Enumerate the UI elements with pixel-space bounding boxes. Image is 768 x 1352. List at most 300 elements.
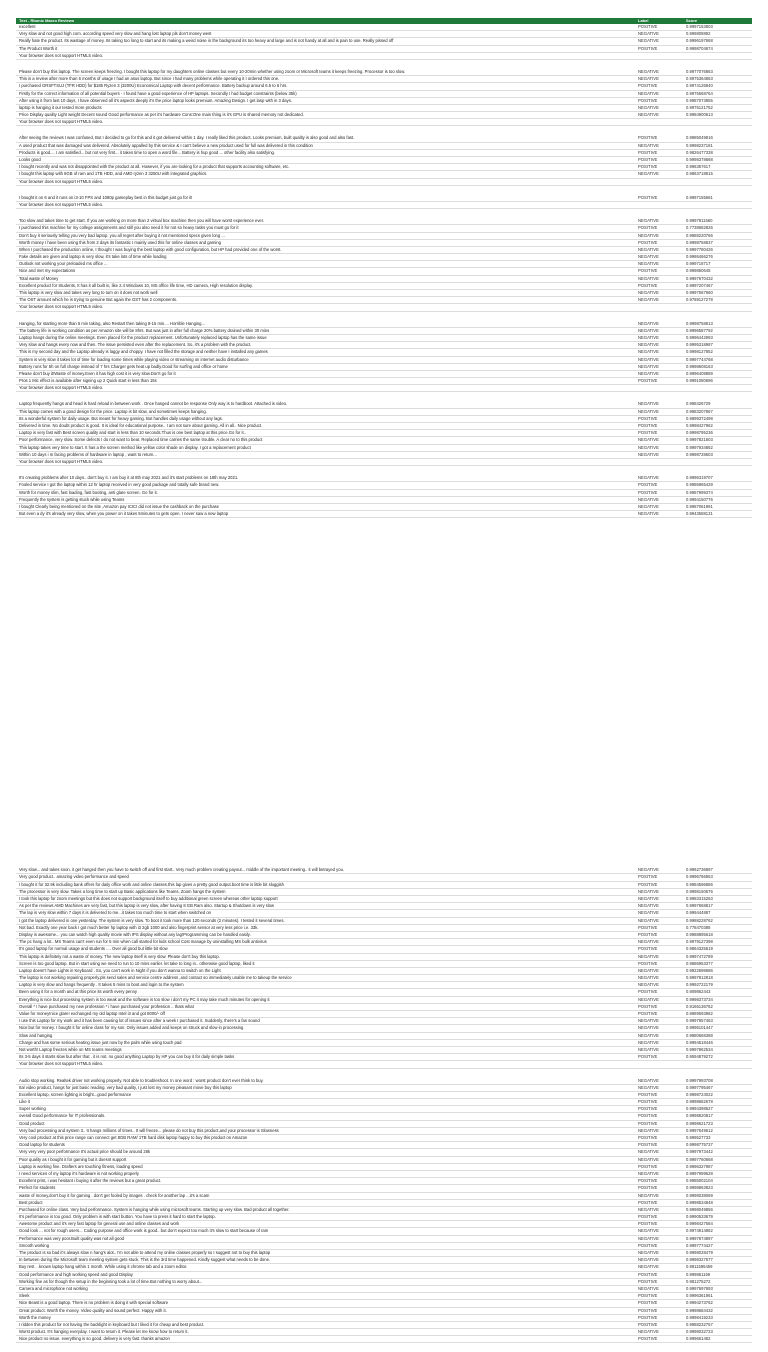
review-text-cell: Everything is nice but processing system is too weak and the software is too slow i don't my PC it may take much minutes for opening it — [19, 996, 270, 1002]
score-cell: 0.9996361961 — [686, 1293, 713, 1299]
score-cell: 0.9998373734 — [686, 996, 713, 1002]
review-text-cell: The pc hang a lot.. MS Teams can't even run for 5 min when call started for kids school Cost manage by uninstalling MS bulk antivirus — [19, 939, 267, 945]
score-cell: 0.9988232757 — [686, 1321, 713, 1327]
score-cell: 0.9998608163 — [686, 363, 713, 369]
table-row — [16, 1322, 752, 1329]
sentiment-label-cell: NEGATIVE — [638, 401, 659, 407]
sentiment-label-cell: POSITIVE — [638, 268, 658, 274]
table-row — [16, 968, 752, 975]
review-text-cell: Laptop hangs during the online meetings. Even placed for the product replacement. Unfortunately replaced laptop has the same issue — [19, 334, 267, 340]
table-row — [16, 1293, 752, 1300]
table-row — [16, 69, 752, 76]
review-block — [16, 24, 752, 60]
score-cell — [683, 385, 761, 391]
score-cell: 0.9998378668 — [686, 157, 713, 162]
score-cell: 0.999527733 — [686, 1135, 711, 1140]
sentiment-label-cell: POSITIVE — [638, 1178, 658, 1184]
sentiment-label-cell: NEGATIVE — [638, 1127, 659, 1133]
sentiment-label-cell: POSITIVE — [638, 874, 658, 880]
sentiment-label-cell: POSITIVE — [638, 1314, 658, 1320]
review-text-cell: Nice and met my expectations — [19, 268, 76, 274]
review-text-cell: It's performance is too good. Only problem is with start button. You have to press it hard to start the laptop. — [19, 1214, 216, 1220]
sentiment-label-cell: POSITIVE — [638, 1185, 658, 1191]
review-text-cell: I bought recently and was not disappointed with the product at all. However, if you are looking for a product that supports accounting software, etc. — [19, 164, 290, 170]
score-cell: 0.9977076863 — [686, 68, 713, 74]
score-cell: 0.9996319707 — [686, 475, 713, 481]
review-text-cell: Ital video product, hangs for just basic reading. very bad quality, I just lost my money pleasant move buy this laptop — [19, 1084, 232, 1090]
table-row — [16, 179, 752, 186]
score-cell — [683, 304, 761, 310]
sentiment-label-cell: POSITIVE — [638, 924, 658, 930]
review-text-cell: I bought this laptop with 8GB of ram and 1TB HDD, and AMD ryzen 3 3250U with integrated graphics. — [19, 171, 208, 177]
table-row — [16, 1221, 752, 1228]
block-spacer — [16, 209, 752, 218]
score-cell: 0.9943588131 — [686, 511, 713, 517]
review-text-cell: Laptop is very slow and hangs frequently . It takes 5 mins to boot and login to the system — [19, 982, 184, 988]
table-row — [16, 38, 752, 45]
review-block — [16, 867, 752, 1068]
score-cell: 0.9997862534 — [686, 1046, 713, 1052]
sentiment-label-cell: NEGATIVE — [638, 1084, 659, 1090]
score-cell: 0.9986965429 — [686, 482, 713, 488]
review-text-cell: System is very slow it takes lot of time for loading some times while playing video or streaming on internet audio disturbance — [19, 356, 249, 362]
table-row — [16, 321, 752, 328]
sentiment-label-cell: NEGATIVE — [638, 939, 659, 945]
score-cell: 0.9998032723 — [686, 1329, 713, 1335]
table-row — [16, 261, 752, 268]
sentiment-label-cell: POSITIVE — [638, 194, 658, 200]
score-cell: 0.9994273762 — [686, 1300, 713, 1306]
table-row — [16, 1250, 752, 1257]
table-row — [16, 24, 752, 31]
score-cell: 0.9997472789 — [686, 953, 713, 959]
review-text-cell: excellent — [19, 24, 36, 29]
sentiment-label-cell: NEGATIVE — [638, 1250, 659, 1255]
score-cell: 0.9996587792 — [686, 327, 713, 333]
table-row — [16, 46, 752, 53]
sentiment-label-cell: NEGATIVE — [638, 967, 659, 973]
sentiment-label-cell: POSITIVE — [638, 1307, 658, 1313]
review-text-cell: Please don't buy it!Waste of money.Even it has high cost it is very slow.Don't go for it — [19, 370, 176, 376]
table-row — [16, 1128, 752, 1135]
sentiment-label-cell: POSITIVE — [638, 157, 658, 162]
sentiment-label-cell: NEGATIVE — [638, 363, 659, 369]
table-row — [16, 867, 752, 874]
review-text-cell: As per the reviews AMD Machines are very fast, but this laptop is very slow, after having 8 GB Ram also. Startup & Shutdown is very slow — [19, 903, 275, 909]
review-block — [16, 69, 752, 127]
review-text-cell: Within 10 days i m facing problems of hardware in laptop , want to return... — [19, 451, 157, 457]
table-row — [16, 1315, 752, 1322]
table-row — [16, 98, 752, 105]
review-text-cell: Super working — [19, 1106, 46, 1112]
score-cell: 0.9911595459 — [686, 1264, 713, 1270]
table-row — [16, 1157, 752, 1164]
review-text-cell: I took this laptop for zoom meetings but this does not support background itself to buy additional green screen whereas other laptop support — [19, 896, 278, 901]
review-text-cell: Screen is too good laptop. But in start using we need to run to 10 mins earlier. let take to long in.. otherwise good laptop, liked it — [19, 960, 255, 966]
sentiment-label-cell: NEGATIVE — [638, 1156, 659, 1162]
sentiment-label-cell: POSITIVE — [638, 1106, 658, 1112]
table-row — [16, 452, 752, 459]
review-text-cell: Nice:but for money. I bought it for online class for my son. Only issues added and keeps on struck and slow in processing — [19, 1025, 244, 1031]
score-cell: 0.9594879272 — [686, 1054, 713, 1060]
review-text-cell: Hanging, for starting more than 5 min taking, also Restart then taking 8-15 min.... Horrible Hanging... — [19, 320, 205, 326]
review-text-cell: Your browser does not support HTML5 video. — [19, 458, 104, 464]
table-row — [16, 1264, 752, 1271]
table-row — [16, 882, 752, 889]
score-cell: 0.9996408889 — [686, 370, 713, 376]
sentiment-label-cell: NEGATIVE — [638, 142, 659, 148]
table-row — [16, 349, 752, 356]
review-block — [16, 135, 752, 185]
score-cell: 0.9998534848 — [686, 1199, 713, 1205]
table-row — [16, 401, 752, 408]
table-row — [16, 195, 752, 202]
score-cell: 0.9983207867 — [686, 408, 713, 414]
review-block — [16, 475, 752, 518]
score-cell: 0.9996766953 — [686, 874, 713, 880]
review-text-cell: It's creating problems after 10 days.. don't buy it. I am buy it at 8th may 2021 and it's start problems on 18th may 2021. — [19, 475, 239, 481]
score-cell: 0.9998684432 — [686, 1307, 713, 1313]
table-row — [16, 240, 752, 247]
review-text-cell: overall Good performance for IT professionals. — [19, 1113, 106, 1119]
review-text-cell: I got the laptop delivered in one yesterday. The system is very slow. To boot it took more than 120 seconds (2 minutes). I tested it several times. — [19, 917, 285, 923]
sentiment-label-cell: NEGATIVE — [638, 888, 659, 894]
table-row — [16, 1106, 752, 1113]
review-text-cell: I ridden this product for not having the backlight in keyboard but I liked it for cheap and best product. — [19, 1321, 205, 1327]
score-cell: 0.9997155681 — [686, 194, 713, 200]
sentiment-label-cell: NEGATIVE — [638, 31, 659, 37]
score-cell: 0.9997795467 — [686, 1084, 713, 1090]
review-text-cell: Buy rest . .known laptop hang within 1 month. While using it chrome tab and a zoom editor. — [19, 1264, 188, 1270]
score-cell: 0.9987061991 — [686, 503, 713, 509]
review-text-cell: Nice product no issue. everything is so good. delivery is very fast. thanks amazon — [19, 1336, 170, 1342]
review-text-cell: The lap is very slow within 7 days it is delivered to me...it takes too much time to start when switched on — [19, 910, 212, 916]
table-row — [16, 328, 752, 335]
sentiment-label-cell — [635, 385, 683, 391]
sentiment-label-cell: NEGATIVE — [638, 896, 659, 901]
table-row — [16, 437, 752, 444]
table-row — [16, 268, 752, 275]
sentiment-label-cell: NEGATIVE — [638, 511, 659, 517]
sentiment-label-cell: NEGATIVE — [638, 334, 659, 340]
sentiment-label-cell: POSITIVE — [638, 97, 658, 103]
sentiment-label-cell: POSITIVE — [638, 1003, 658, 1009]
sentiment-label-cell: NEGATIVE — [638, 246, 659, 252]
review-text-cell: Nice Beast is a good laptop. There is no problem is doing it with special software — [19, 1300, 169, 1306]
table-row — [16, 1279, 752, 1286]
sentiment-label-cell: POSITIVE — [638, 960, 658, 966]
table-row — [16, 1257, 752, 1264]
table-row — [16, 1033, 752, 1040]
table-row — [16, 157, 752, 164]
sentiment-label-cell — [635, 119, 683, 125]
table-row — [16, 233, 752, 240]
review-text-cell: Very slow and hangs every now and then. The issue persisted even after the replacement. So, it's a problem with the product. — [19, 342, 252, 348]
table-row — [16, 150, 752, 157]
table-row — [16, 932, 752, 939]
table-row — [16, 874, 752, 881]
score-cell — [683, 1061, 761, 1067]
review-text-cell: This is a review after more than 6 months of usage I had an asus laptop. But since I had many problems while operating it I ordered this one. — [19, 76, 280, 82]
sentiment-label-cell: NEGATIVE — [638, 342, 659, 348]
score-cell: 0.9997670432 — [686, 275, 713, 281]
sentiment-label-cell: POSITIVE — [638, 1135, 658, 1140]
sentiment-label-cell: POSITIVE — [638, 1091, 658, 1097]
score-cell: 0.9997744768 — [686, 356, 713, 362]
score-cell: 0.909862443 — [686, 989, 711, 995]
review-text-cell: Been using it for a month and at this price its worth every penny — [19, 989, 138, 995]
review-text-cell: After using it from last 10 days, I have observed all it's aspects deeply it's the price laptop looks premium. Amazing Design. I get lasp with in 3 days. — [19, 97, 292, 103]
sentiment-label-cell: NEGATIVE — [638, 218, 659, 224]
score-cell: 0.9995318987 — [686, 342, 713, 348]
score-cell: 0.9980668388 — [686, 1032, 713, 1038]
sentiment-label-cell: POSITIVE — [638, 1242, 658, 1248]
table-row — [16, 1135, 752, 1142]
score-cell: 0.9975568764 — [686, 90, 713, 96]
block-spacer — [16, 126, 752, 135]
review-text-cell: Frequently the system is getting stuck while using Teams — [19, 496, 125, 502]
review-text-cell: Fooled service I got the laptop within 12 hr laptop received in very good package and totally safe brand new. — [19, 482, 220, 488]
score-cell: 0.9996442993 — [686, 334, 713, 340]
score-cell: 0.9986466276 — [686, 254, 713, 260]
block-spacer — [16, 1343, 752, 1352]
score-cell: 0.9998049856 — [686, 1206, 713, 1212]
sentiment-label-cell: POSITIVE — [638, 430, 658, 436]
review-text-cell: Slow and hanging — [19, 1032, 53, 1038]
table-row — [16, 143, 752, 150]
review-text-cell: This laptop is definitely not a waste of money. The new laptop itself is very slow. Please don't buy this laptop. — [19, 953, 220, 959]
table-row — [16, 385, 752, 392]
sentiment-label-cell: NEGATIVE — [638, 1149, 659, 1155]
score-cell: 0.9998237181 — [686, 142, 713, 148]
review-text-cell: This is my second day and the Laptop already is laggy and choppy. I have not filled the storage and neither have I installed any games — [19, 349, 268, 355]
table-row — [16, 954, 752, 961]
score-cell — [683, 202, 761, 208]
table-row — [16, 1171, 752, 1178]
sentiment-label-cell: NEGATIVE — [638, 910, 659, 916]
score-cell: 0.9886953377 — [686, 960, 713, 966]
table-row — [16, 1040, 752, 1047]
score-cell: 0.9998758813 — [686, 320, 713, 326]
table-row — [16, 1025, 752, 1032]
review-text-cell: I bought it for 32.9k including bank offers for daily office work and online classes.this lap gives a pretty good output.boot time is little bit sluggish — [19, 881, 284, 887]
score-cell — [683, 53, 761, 59]
sentiment-label-cell: POSITIVE — [638, 149, 658, 155]
block-spacer — [16, 312, 752, 321]
review-text-cell: Your browser does not support HTML5 video. — [19, 178, 104, 184]
score-cell: 0.9789127278 — [686, 297, 713, 303]
score-cell: 0.778470388 — [686, 924, 711, 930]
sentiment-label-cell: NEGATIVE — [638, 1235, 659, 1241]
sentiment-label-cell: NEGATIVE — [638, 261, 659, 267]
score-cell: 0.9985002104 — [686, 1178, 713, 1184]
review-text-cell: Your browser does not support HTML5 video. — [19, 52, 104, 58]
score-cell: 0.999661482 — [686, 1336, 711, 1342]
review-text-cell: laptop is hanging it our tested more products — [19, 104, 102, 110]
sentiment-label-cell: NEGATIVE — [638, 68, 659, 74]
review-text-cell: It's good laptop for normal usage and students .... Over all good but little bit slow — [19, 946, 168, 952]
sentiment-label-cell: POSITIVE — [638, 282, 658, 288]
table-row — [16, 910, 752, 917]
sentiment-label-cell: POSITIVE — [638, 881, 658, 887]
sentiment-label-cell: NEGATIVE — [638, 356, 659, 362]
table-row — [16, 1193, 752, 1200]
table-row — [16, 1085, 752, 1092]
score-cell: 0.9998427584 — [686, 1221, 713, 1227]
table-row — [16, 430, 752, 437]
sentiment-label-cell: POSITIVE — [638, 482, 658, 488]
sentiment-label-cell: POSITIVE — [638, 423, 658, 428]
review-text-cell: Camera and microphone not working — [19, 1285, 88, 1291]
table-row — [16, 202, 752, 209]
table-row — [16, 1286, 752, 1293]
header-label-column: Label — [638, 18, 649, 23]
sentiment-label-cell: NEGATIVE — [638, 917, 659, 923]
review-text-cell: But even a dy it's already very slow, when you power on it takes 5minutes to gets open. I never saw a new laptop — [19, 511, 229, 517]
review-text-cell: Good performance and high working speed and good Display — [19, 1271, 133, 1277]
score-cell: 0.9985049816 — [686, 135, 713, 141]
review-text-cell: Smooth working — [19, 1242, 50, 1248]
review-text-cell: Very good product.. amazing video performance and speed — [19, 874, 129, 880]
review-text-cell: Its a wonderful system for daily usage. But meant for heavy gaming. But handles daily usage without any lags. — [19, 415, 223, 421]
table-row — [16, 989, 752, 996]
table-row — [16, 371, 752, 378]
review-text-cell: I bought it on 6 and it runs on i3-10 FPS and 1080p gameplay best in this budget just go for it! — [19, 194, 193, 200]
sentiment-label-cell: POSITIVE — [638, 135, 658, 141]
sentiment-label-cell: NEGATIVE — [638, 503, 659, 509]
score-cell: 0.9997973442 — [686, 1149, 713, 1155]
sentiment-label-cell: NEGATIVE — [638, 290, 659, 295]
sentiment-label-cell: NEGATIVE — [638, 451, 659, 457]
table-row — [16, 982, 752, 989]
review-text-cell: Excellent laptop, screen lighting is bright...good performance — [19, 1091, 132, 1097]
table-row — [16, 254, 752, 261]
sentiment-label-cell: POSITIVE — [638, 1293, 658, 1299]
sentiment-label-cell: NEGATIVE — [638, 975, 659, 981]
review-text-cell: Your browser does not support HTML5 video. — [19, 304, 104, 310]
review-text-cell: Delivered in time. No doubt product is good. It is ideal for educational purpose.. I am not sure about gaming. All in all.. Nice product. — [19, 423, 263, 428]
review-text-cell: Best product — [19, 1199, 43, 1205]
score-cell: 0.9996101447 — [686, 1025, 713, 1031]
score-cell: 0.9997760668 — [686, 1156, 713, 1162]
table-row — [16, 1061, 752, 1068]
review-text-cell: The OST amount which he is trying to genuine But again the GST has 2 components. — [19, 297, 178, 303]
review-text-cell: Worth money I have been using this from 2 days its fantastic I mainly used this for online classes and gaming — [19, 239, 221, 245]
score-cell: 0.9997812818 — [686, 975, 713, 981]
review-text-cell: Too slow and takes time to get start. If you are working on more than 2 virtual box machine then you will have worst experience ever. — [19, 218, 265, 224]
score-cell: 0.9166136762 — [686, 1003, 713, 1009]
review-text-cell: Very cool product at this price range can connect get 8GB RAM/ 1TB hard disk laptop happy to buy this product on Amazon — [19, 1135, 248, 1140]
score-cell: 0.9997821603 — [686, 437, 713, 443]
table-row — [16, 1185, 752, 1192]
table-row — [16, 83, 752, 90]
review-text-cell: Overall * I have purchased my new profession * i have purchased your profession .. thats what — [19, 1003, 194, 1009]
review-block — [16, 401, 752, 466]
sentiment-label-cell: NEGATIVE — [638, 1264, 659, 1270]
score-cell: 0.9997811560 — [686, 218, 713, 224]
sentiment-label-cell: NEGATIVE — [638, 76, 659, 82]
table-row — [16, 283, 752, 290]
review-text-cell: Really hate the product. Its wastage of money. Its taking too long to start and its making a weird noise in the background its too heavy and large and is not handy at all and is pain to use. Really pissed off — [19, 38, 394, 44]
score-cell: 0.9975364863 — [686, 76, 713, 82]
review-text-cell: Your browser does not support HTML5 video. — [19, 1061, 104, 1067]
review-text-cell: Pros 1 Mic effect is available after signing up 2 Quick start in less than 15s — [19, 378, 157, 384]
sentiment-label-cell: NEGATIVE — [638, 349, 659, 355]
review-text-cell: Very slow and not good high com. according speed very slow and hang lost laptop pls don't money west — [19, 31, 212, 37]
score-cell: 0.9984596886 — [686, 881, 713, 887]
review-text-cell: Very slow... and takes soon. it get hanged then you have to switch off and first start.. Very much problem creating payout... middle of the important meeting.. it will betrayed you. — [19, 867, 345, 873]
review-block — [16, 218, 752, 311]
table-row — [16, 290, 752, 297]
score-cell: 0.9997780426 — [686, 246, 713, 252]
score-cell: 0.9998150676 — [686, 888, 713, 894]
review-text-cell: Good product — [19, 1120, 45, 1126]
sentiment-label-cell: NEGATIVE — [638, 475, 659, 481]
sentiment-label-cell: NEGATIVE — [638, 1192, 659, 1198]
score-cell: 0.9998758837 — [686, 239, 713, 245]
sentiment-label-cell — [635, 179, 683, 185]
review-text-cell: Your browser does not support HTML5 video. — [19, 119, 104, 125]
sentiment-label-cell: POSITIVE — [638, 946, 658, 952]
score-cell: 0.9994398627 — [686, 1106, 713, 1112]
score-cell: 0.9864325619 — [686, 946, 713, 952]
table-row — [16, 903, 752, 910]
score-cell: 0.9826477338 — [686, 149, 713, 155]
score-cell: 0.9988228762 — [686, 917, 713, 923]
table-row — [16, 1207, 752, 1214]
score-cell: 0.9997999628 — [686, 1170, 713, 1176]
score-cell: 0.9984900613 — [686, 112, 713, 118]
review-text-cell: Total waste of Money — [19, 275, 59, 281]
sentiment-label-cell: NEGATIVE — [638, 1046, 659, 1052]
sentiment-label-cell: NEGATIVE — [638, 996, 659, 1002]
block-spacer — [16, 466, 752, 475]
review-text-cell: Laptop is very fast with Best screen quality and start in less than 10 seconds.Thus is one best laptop at this price.Go for it.. — [19, 430, 246, 436]
table-row — [16, 1004, 752, 1011]
review-text-cell: Good look ... not for rough users... Coding purpose and office work is good.. but don't expect too much it's slow to start because of ram — [19, 1228, 269, 1234]
review-text-cell: The battery life in working condition as per Amazon site will be 8hrs. But was just in after full charge 20% battery drained within 30 mins — [19, 327, 270, 333]
score-cell: 0.9997668817 — [686, 903, 713, 909]
review-text-cell: Purchased for online class. Very bad performance. System is hanging while using microsoft teams. Starting up very slow. Bad product all together. — [19, 1206, 290, 1212]
table-row — [16, 482, 752, 489]
score-cell: 0.999861169 — [686, 1271, 711, 1277]
score-cell: 0.9998028479 — [686, 1250, 713, 1255]
sentiment-label-cell: NEGATIVE — [638, 1039, 659, 1045]
sentiment-label-cell: NEGATIVE — [638, 297, 659, 303]
review-text-cell: This laptop is very slow and takes very long to turn on it does not work well — [19, 290, 158, 295]
table-row — [16, 1200, 752, 1207]
score-cell: 0.9998724022 — [686, 1091, 713, 1097]
sentiment-label-cell: NEGATIVE — [638, 953, 659, 959]
score-cell: 0.998426729 — [686, 401, 711, 407]
score-cell — [683, 459, 761, 465]
table-row — [16, 1272, 752, 1279]
sentiment-label-cell: NEGATIVE — [638, 90, 659, 96]
review-text-cell: The processor is very slow. Takes a long time to start up Basic applications like Teams, Zoom hangs the system — [19, 888, 226, 894]
table-row — [16, 1011, 752, 1018]
sentiment-label-cell: POSITIVE — [638, 1054, 658, 1060]
review-text-cell: Firstly for the correct information of all potential buyers - I found have a good experience of HP laptops. Secondly I had budget constraints (below 35k) — [19, 90, 297, 96]
review-sheet — [16, 18, 752, 1352]
sentiment-label-cell: POSITIVE — [638, 1300, 658, 1306]
score-cell: 0.9998327677 — [686, 1257, 713, 1263]
table-row — [16, 218, 752, 225]
sentiment-label-cell — [635, 1061, 683, 1067]
score-cell: 0.7738682826 — [686, 225, 713, 231]
review-text-cell: Your browser does not support HTML5 video. — [19, 201, 104, 207]
table-row — [16, 357, 752, 364]
table-row — [16, 335, 752, 342]
